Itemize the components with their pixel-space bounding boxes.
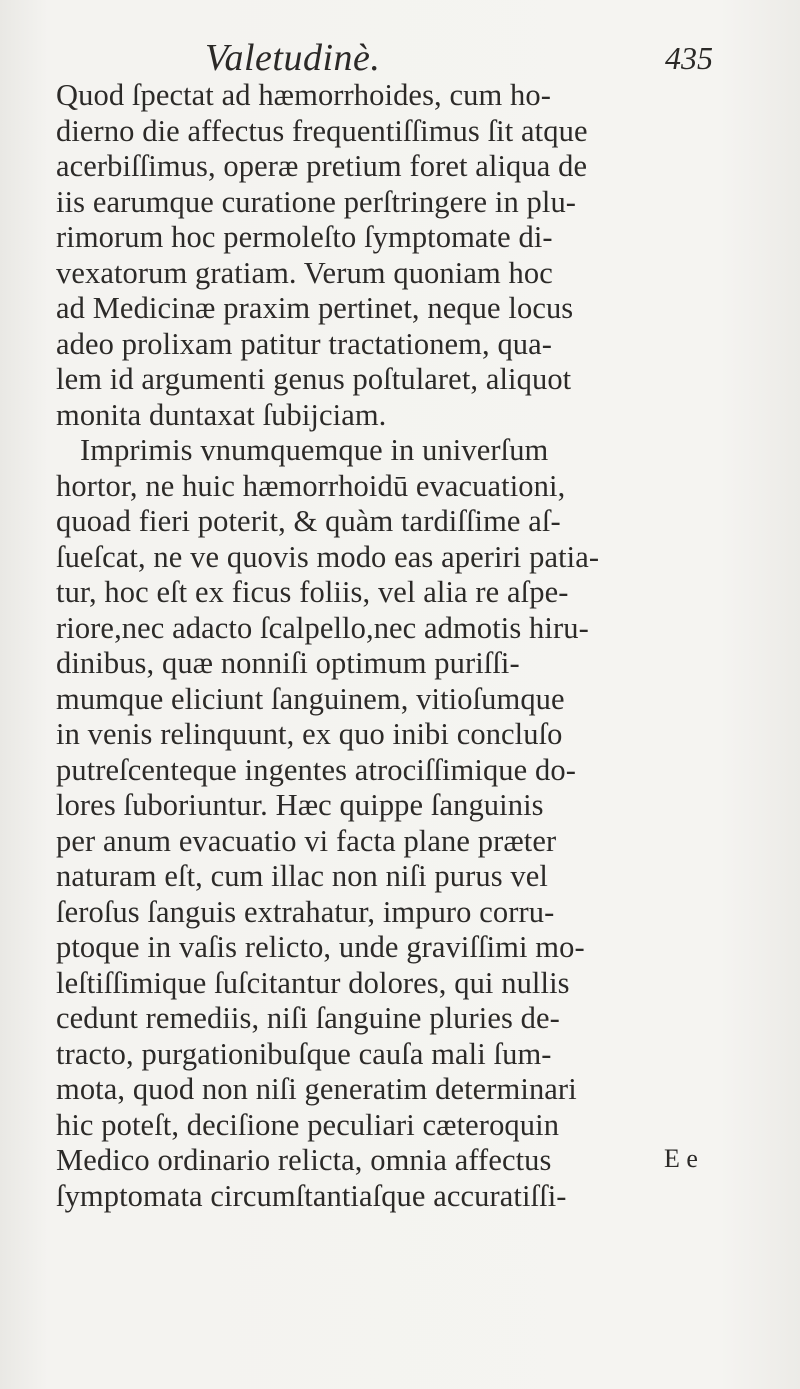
text-line: hic poteſt, deciſione peculiari cæteroquin	[56, 1107, 560, 1142]
text-line: lem id argumenti genus poſtularet, aliquot	[56, 362, 572, 396]
text-line: adeo prolixam patitur tractationem, qua-	[56, 326, 553, 361]
text-line: mota, quod non niſi generatim determinari	[56, 1072, 577, 1106]
text-line: quoad fieri poterit, & quàm tardiſſime aſ-	[56, 504, 561, 538]
text-line: tracto, purgationibuſque cauſa mali ſum-	[56, 1036, 552, 1071]
page-number: 435	[665, 40, 713, 76]
text-line: Quod ſpectat ad hæmorrhoides, cum ho-	[56, 78, 551, 112]
text-line: naturam eſt, cum illac non niſi purus vel	[56, 859, 548, 893]
page-header	[0, 28, 800, 80]
text-line: lores ſuboriuntur. Hæc quippe ſanguinis	[56, 788, 544, 822]
text-line: iis earumque curatione perſtringere in plu-	[56, 184, 577, 219]
text-line: tur, hoc eſt ex ficus foliis, vel alia re aſpe-	[56, 575, 569, 609]
body-text	[56, 78, 746, 1214]
text-line: leſtiſſimique ſuſcitantur dolores, qui nullis	[56, 965, 570, 1000]
text-line: Imprimis vnumquemque in univerſum	[80, 433, 549, 467]
text-line: ſueſcat, ne ve quovis modo eas aperiri patia-	[56, 539, 600, 574]
text-line: dierno die affectus frequentiſſimus ſit atque	[56, 113, 588, 148]
text-line: monita duntaxat ſubijciam.	[56, 397, 387, 432]
text-line: dinibus, quæ nonniſi optimum puriſſi-	[56, 646, 520, 680]
text-line: mumque eliciunt ſanguinem, vitioſumque	[56, 681, 565, 716]
text-line: in venis relinquunt, ex quo inibi concluſo	[56, 717, 563, 751]
text-line: ſymptomata circumſtantiaſque accuratiſſi-	[56, 1178, 567, 1213]
text-line: ſeroſus ſanguis extrahatur, impuro corru-	[56, 894, 555, 929]
text-line: putreſcenteque ingentes atrociſſimique do-	[56, 752, 576, 787]
text-line: rimorum hoc permoleſto ſymptomate di-	[56, 220, 553, 254]
running-head: Valetudinè.	[205, 37, 381, 79]
text-line: riore,nec adacto ſcalpello,nec admotis hiru-	[56, 610, 589, 645]
catchword: E e	[664, 1144, 698, 1173]
text-line: ptoque in vaſis relicto, unde graviſſimi mo-	[56, 930, 585, 964]
text-line: ad Medicinæ praxim pertinet, neque locus	[56, 291, 574, 325]
text-line: cedunt remediis, niſi ſanguine pluries de-	[56, 1001, 560, 1035]
text-line: vexatorum gratiam. Verum quoniam hoc	[56, 255, 553, 290]
text-line: per anum evacuatio vi facta plane præter	[56, 823, 557, 858]
text-line: Medico ordinario relicta, omnia affectus	[56, 1143, 552, 1177]
text-line: acerbiſſimus, operæ pretium foret aliqua de	[56, 149, 588, 183]
text-line: hortor, ne huic hæmorrhoidū evacuationi,	[56, 468, 566, 503]
